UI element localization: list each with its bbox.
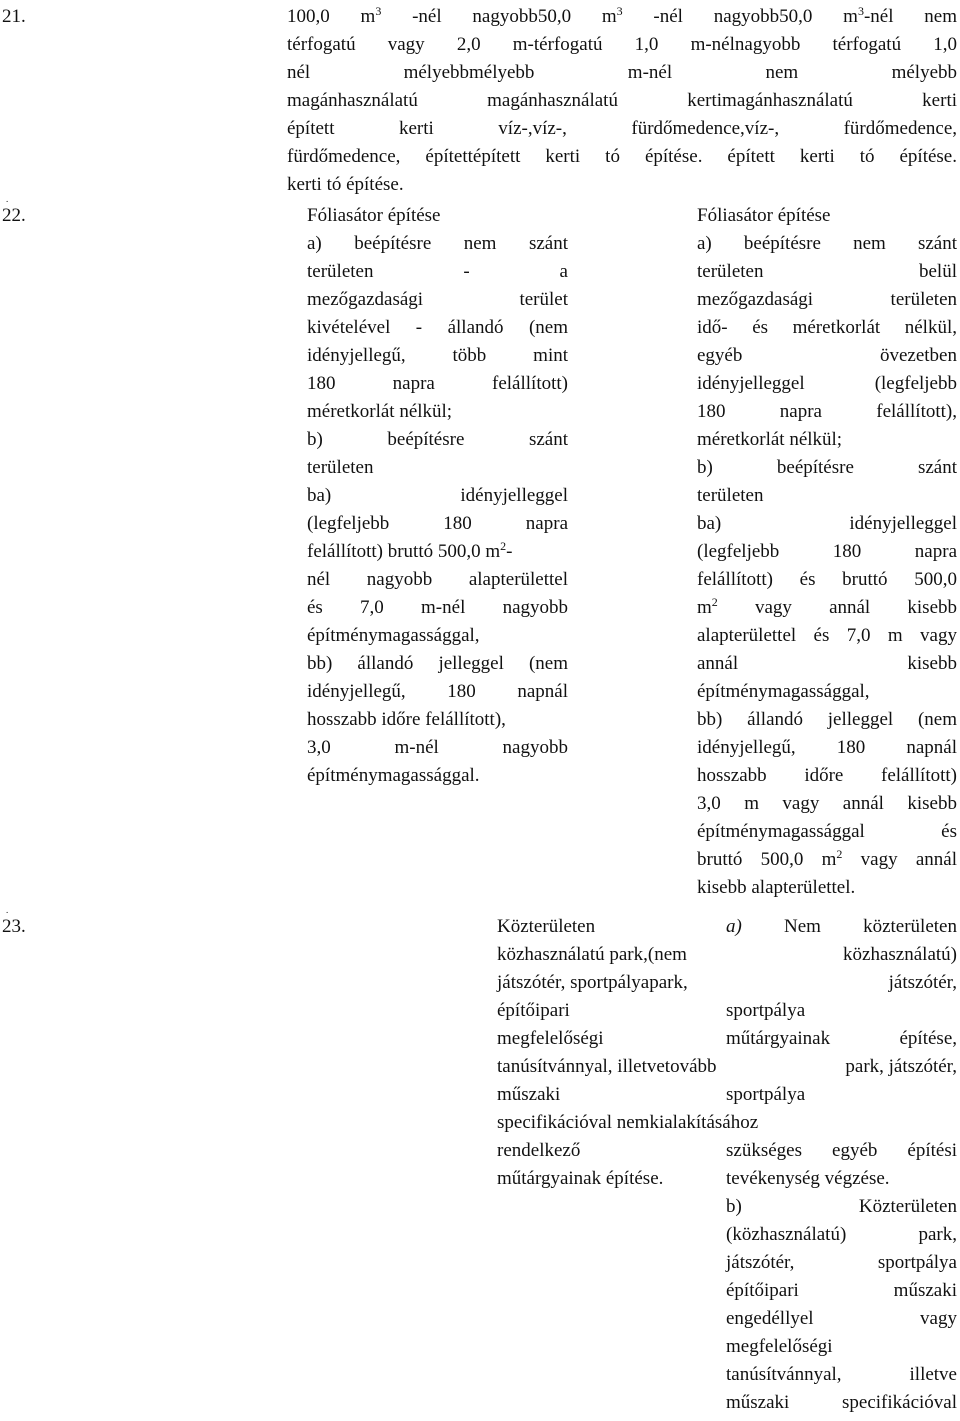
item-21-line-2: térfogatú vagy 2,0 m-térfogatú 1,0 m-nélnagyobb térfogatú 1,0 bbox=[287, 34, 957, 55]
item-22-right-heading: Fóliasátor építése bbox=[697, 205, 831, 226]
item-23-number: 23. bbox=[2, 916, 26, 937]
item-21-line-6: fürdőmedence, építettépített kerti tó építése. épített kerti tó építése. bbox=[287, 146, 957, 167]
item-22-marker-dot: . bbox=[6, 194, 9, 204]
item-23-marker-dot: . bbox=[6, 905, 9, 915]
item-21-line-4: magánhasználatú magánhasználatú kertimagánhasználatú kerti bbox=[287, 90, 957, 111]
item-21-text bbox=[287, 3, 957, 199]
item-23-right-column: a) Nem közterületen közhasználatú) játszótér, sportpálya műtárgyainak építése, park, játszótér, sportpálya szükséges egyéb építési tevékenység végzése. b) Közterületen (közhasználatú) park, játszótér, sportpálya építőipari műszaki engedéllyel vagy megfelelőségi tanúsítvánnyal, illetve műszaki specifikációval bbox=[726, 916, 957, 1413]
item-22-right-column: Fóliasátor építése a) beépítésre nem szánt területen belül mezőgazdasági területen idő- és méretkorlát nélkül, egyéb övezetben idényjelleggel (legfeljebb 180 napra felállított), méretkorlát nélkül; b) beépítésre szánt területen ba) idényjelleggel (legfeljebb 180 napra felállított) és bruttó 500,0 $m^2$ vagy annál kisebb alapterülettel és 7,0 m vagy annál kisebb építménymagassággal, bb) állandó jelleggel (nem idényjellegű, 180 napnál hosszabb időre felállított) 3,0 m vagy annál kisebb építménymagassággal és bruttó 500,0 $m^2$ vagy annál kisebb alapterülettel. bbox=[697, 202, 957, 902]
item-21-line-3: nél mélyebbmélyebb m-nél nem mélyebb bbox=[287, 62, 957, 83]
item-23-left-column: Közterületen közhasználatú park,(nem játszótér, sportpályapark, építőipari megfelelőségi tanúsítvánnyal, illetvetovább műszaki specifikációval nemkialakításához rendelkező műtárgyainak építése. bbox=[497, 916, 759, 1189]
item-21-line-5: épített kerti víz-,víz-, fürdőmedence,víz-, fürdőmedence, bbox=[287, 118, 957, 139]
item-21-number: 21. bbox=[2, 6, 26, 27]
item-22-number: 22. bbox=[2, 205, 26, 226]
item-21-line-7: kerti tó építése. bbox=[287, 174, 404, 195]
item-22-left-heading: Fóliasátor építése bbox=[307, 205, 441, 226]
item-22-left-column: Fóliasátor építése a) beépítésre nem szánt területen - a mezőgazdasági terület kivételével - állandó (nem idényjellegű, több mint 180 napra felállított) méretkorlát nélkül; b) beépítésre szánt területen ba) idényjelleggel (legfeljebb 180 napra felállított) bruttó 500,0 $m^2-$ nél nagyobb alapterülettel és 7,0 m-nél nagyobb építménymagassággal, bb) állandó jelleggel (nem idényjellegű, 180 napnál hosszabb időre felállított), 3,0 m-nél nagyobb építménymagassággal. bbox=[307, 202, 568, 790]
item-21-line-1: 100,0 $m^3$ -nél nagyobb50,0 $m^3$ -nél nagyobb50,0 $m^3$-nél nem bbox=[287, 4, 957, 27]
